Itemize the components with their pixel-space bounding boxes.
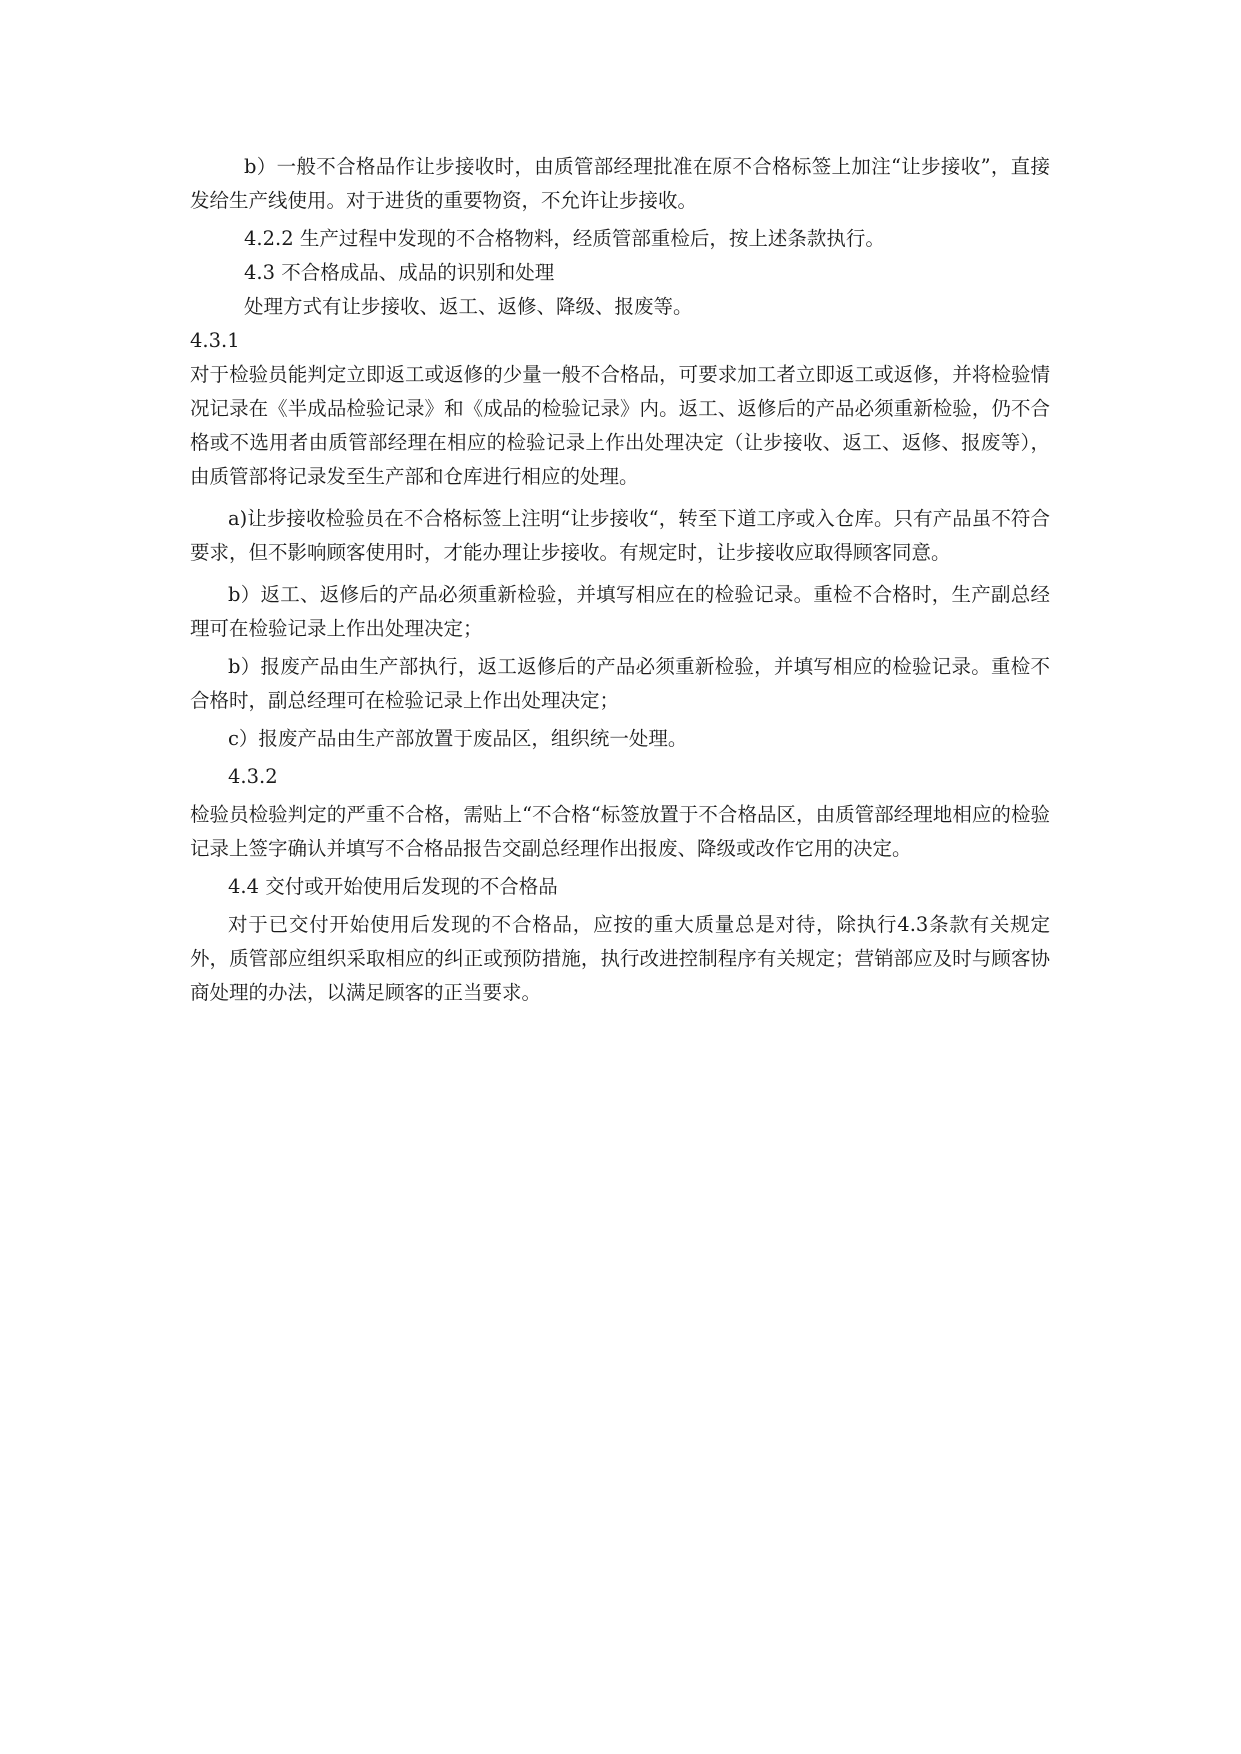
paragraph-item-a: a)让步接收检验员在不合格标签上注明“让步接收“，转至下道工序或入仓库。只有产品虽不符合要求，但不影响顾客使用时，才能办理让步接收。有规定时，让步接收应取得顾客同意。 [190,507,1050,564]
heading-4-3-1: 4.3.1 [190,329,240,352]
paragraph-4-2-2: 4.2.2 生产过程中发现的不合格物料，经质管部重检后，按上述条款执行。 [244,227,885,250]
document-body [190,150,1050,1010]
heading-4-4: 4.4 交付或开始使用后发现的不合格品 [228,875,558,898]
paragraph-minor-nonconforming: 对于检验员能判定立即返工或返修的少量一般不合格品，可要求加工者立即返工或返修，并将检验情况记录在《半成品检验记录》和《成品的检验记录》内。返工、返修后的产品必须重新检验，仍不合格或不选用者由质管部经理在相应的检验记录上作出处理决定（让步接收、返工、返修、报废等），由质管部将记录发至生产部和仓库进行相应的处理。 [190,363,1050,488]
paragraph-handling-methods: 处理方式有让步接收、返工、返修、降级、报废等。 [244,295,693,318]
paragraph-post-delivery: 对于已交付开始使用后发现的不合格品，应按的重大质量总是对待，除执行4.3条款有关规定外，质管部应组织采取相应的纠正或预防措施，执行改进控制程序有关规定；营销部应及时与顾客协商处理的办法，以满足顾客的正当要求。 [190,913,1050,1004]
paragraph-item-b-rework: b）返工、返修后的产品必须重新检验，并填写相应在的检验记录。重检不合格时，生产副总经理可在检验记录上作出处理决定； [190,583,1050,640]
paragraph-concession-acceptance: b）一般不合格品作让步接收时，由质管部经理批准在原不合格标签上加注“让步接收”，直接发给生产线使用。对于进货的重要物资，不允许让步接收。 [190,155,1050,212]
paragraph-item-b-scrap: b）报废产品由生产部执行，返工返修后的产品必须重新检验，并填写相应的检验记录。重检不合格时，副总经理可在检验记录上作出处理决定； [190,655,1050,712]
paragraph-item-c: c）报废产品由生产部放置于废品区，组织统一处理。 [228,727,688,750]
paragraph-severe-nonconforming: 检验员检验判定的严重不合格，需贴上“不合格“标签放置于不合格品区，由质管部经理地相应的检验记录上签字确认并填写不合格品报告交副总经理作出报废、降级或改作它用的决定。 [190,803,1050,860]
heading-4-3-2: 4.3.2 [228,765,278,788]
heading-4-3: 4.3 不合格成品、成品的识别和处理 [244,261,555,284]
